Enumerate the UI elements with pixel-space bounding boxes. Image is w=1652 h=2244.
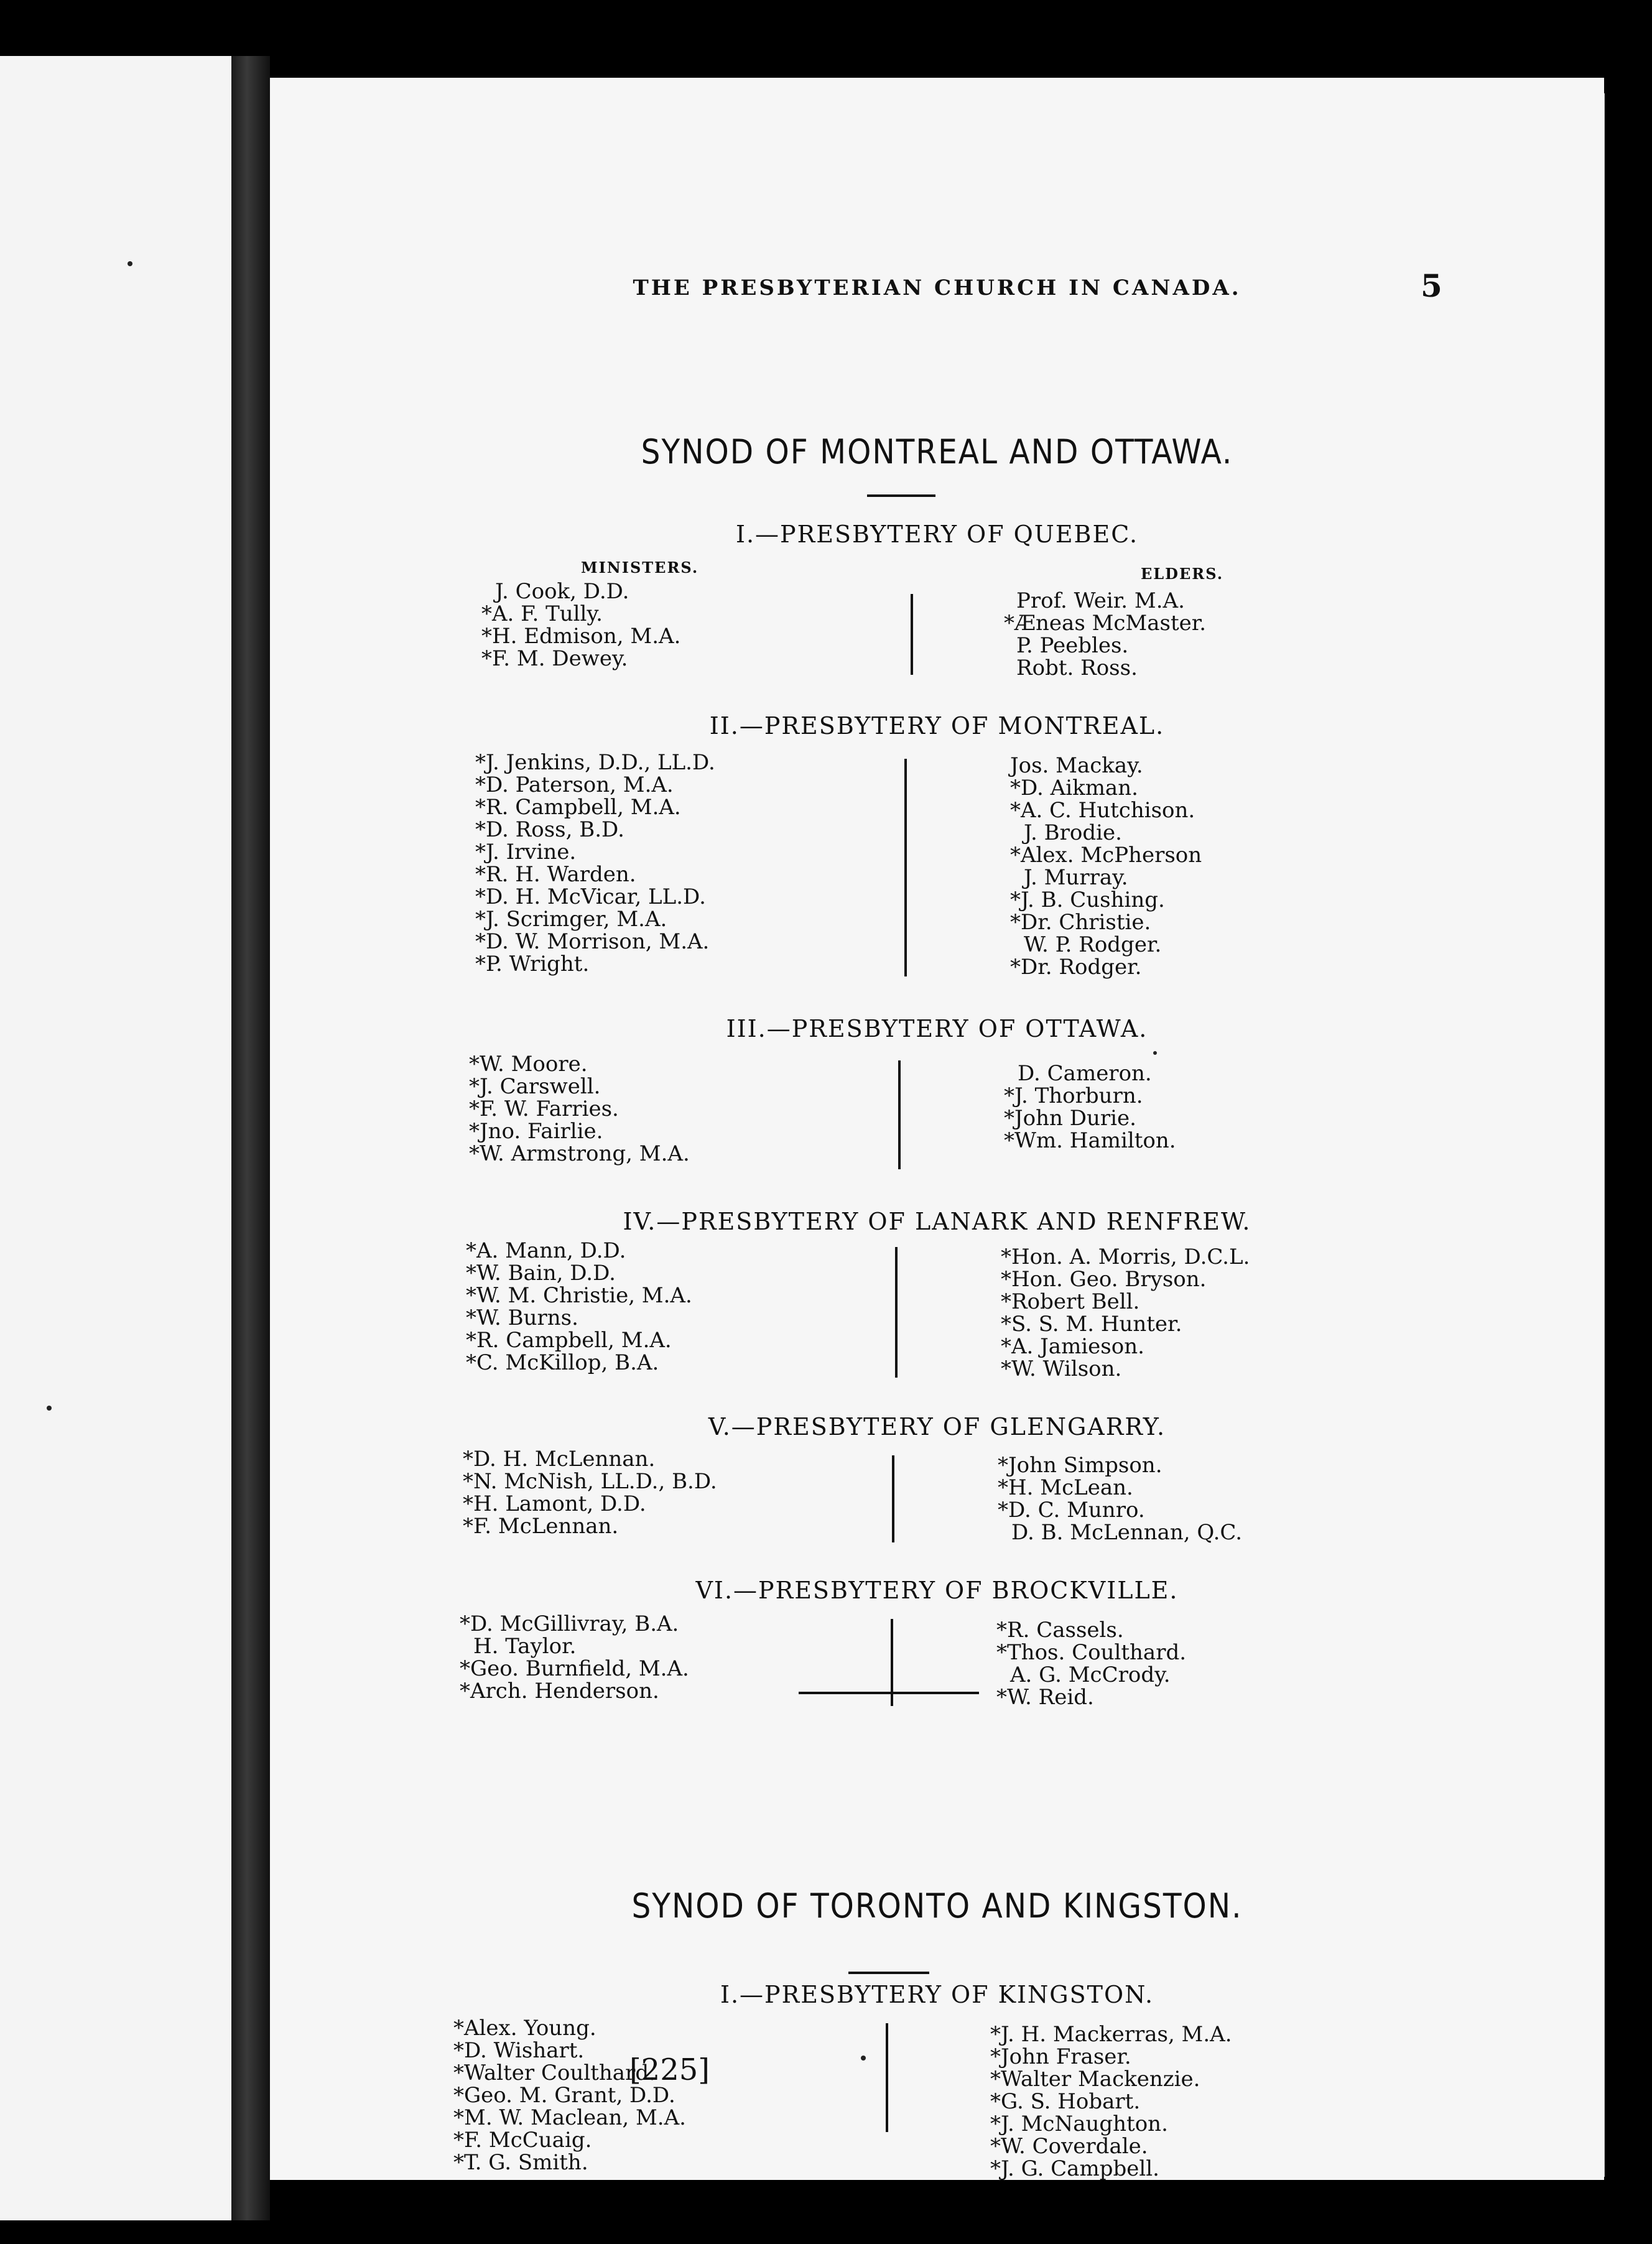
- elder-name: *Wm. Hamilton.: [1004, 1128, 1176, 1153]
- divider-rule: [848, 1972, 929, 1974]
- elder-name: *J. Thorburn.: [1004, 1083, 1143, 1108]
- minister-name: *Jno. Fairlie.: [469, 1119, 603, 1144]
- book-gutter: [231, 56, 270, 2220]
- folio: [225]: [629, 2052, 710, 2087]
- elder-name: *W. Coverdale.: [990, 2134, 1148, 2159]
- column-divider: [911, 594, 913, 675]
- elder-name: *Hon. A. Morris, D.C.L.: [1001, 1245, 1250, 1269]
- elder-name: *Robert Bell.: [1001, 1289, 1140, 1314]
- elders-list: [996, 1619, 1186, 1708]
- minister-name: *H. Edmison, M.A.: [481, 624, 681, 649]
- minister-name: *Geo. M. Grant, D.D.: [453, 2083, 675, 2108]
- minister-name: *A. Mann, D.D.: [466, 1238, 626, 1263]
- elder-name: *John Durie.: [1004, 1106, 1136, 1131]
- divider-rule: [867, 494, 935, 497]
- minister-name: *W. Bain, D.D.: [466, 1261, 616, 1286]
- minister-name: *R. Campbell, M.A.: [475, 795, 681, 820]
- elder-name: *J. McNaughton.: [990, 2112, 1168, 2136]
- column-divider: [892, 1455, 894, 1542]
- presbytery-title: II.—PRESBYTERY OF MONTREAL.: [709, 712, 1165, 740]
- ink-speck: [128, 261, 132, 266]
- elder-name: W. P. Rodger.: [1024, 932, 1162, 957]
- presbytery-title: VI.—PRESBYTERY OF BROCKVILLE.: [695, 1577, 1179, 1604]
- column-divider: [904, 759, 907, 976]
- minister-name: *F. W. Farries.: [469, 1096, 619, 1121]
- synod-title: SYNOD OF MONTREAL AND OTTAWA.: [641, 432, 1233, 471]
- ministers-heading: MINISTERS.: [581, 559, 699, 577]
- ministers-list: [463, 1448, 717, 1537]
- minister-name: *C. McKillop, B.A.: [466, 1350, 659, 1375]
- elders-list: [998, 1454, 1242, 1544]
- elder-name: *Dr. Rodger.: [1010, 955, 1142, 980]
- synod-title: SYNOD OF TORONTO AND KINGSTON.: [631, 1886, 1243, 1926]
- minister-name: H. Taylor.: [473, 1634, 577, 1659]
- minister-name: *M. W. Maclean, M.A.: [453, 2105, 686, 2130]
- minister-name: *T. G. Smith.: [453, 2150, 588, 2175]
- presbytery-title: I.—PRESBYTERY OF QUEBEC.: [735, 521, 1139, 548]
- column-divider: [895, 1247, 898, 1378]
- minister-name: *J. Carswell.: [469, 1074, 601, 1099]
- page-number: 5: [1421, 267, 1442, 304]
- minister-name: *F. McCuaig.: [453, 2128, 592, 2153]
- elder-name: Prof. Weir. M.A.: [1016, 588, 1185, 613]
- minister-name: *R. Campbell, M.A.: [466, 1328, 672, 1353]
- minister-name: *W. Burns.: [466, 1305, 578, 1330]
- elder-name: P. Peebles.: [1016, 633, 1129, 658]
- facing-page: [0, 56, 231, 2220]
- presbytery-title: III.—PRESBYTERY OF OTTAWA.: [726, 1015, 1148, 1042]
- elder-name: A. G. McCrody.: [1010, 1662, 1171, 1687]
- elder-name: D. B. McLennan, Q.C.: [1011, 1520, 1242, 1545]
- presbytery-title: I.—PRESBYTERY OF KINGSTON.: [720, 1981, 1154, 2008]
- elder-name: J. Murray.: [1024, 865, 1128, 890]
- minister-name: *W. M. Christie, M.A.: [466, 1283, 692, 1308]
- elder-name: *Æneas McMaster.: [1004, 611, 1207, 636]
- elder-name: *J. H. Mackerras, M.A.: [990, 2022, 1232, 2047]
- section-rule: [799, 1692, 979, 1694]
- elder-name: *H. McLean.: [998, 1475, 1133, 1500]
- column-divider: [898, 1060, 901, 1169]
- minister-name: *D. H. McLennan.: [463, 1447, 656, 1472]
- minister-name: *D. Wishart.: [453, 2038, 585, 2063]
- elder-name: *A. C. Hutchison.: [1010, 798, 1195, 823]
- minister-name: *D. Ross, B.D.: [475, 817, 624, 842]
- ministers-list: [453, 2017, 686, 2174]
- minister-name: *Walter Coulthard.: [453, 2061, 656, 2085]
- elder-name: *Alex. McPherson: [1010, 843, 1202, 868]
- ink-speck: [861, 2056, 866, 2061]
- minister-name: *Arch. Henderson.: [460, 1679, 659, 1704]
- elder-name: *G. S. Hobart.: [990, 2089, 1141, 2114]
- elder-name: *Thos. Coulthard.: [996, 1640, 1187, 1665]
- elder-name: *D. C. Munro.: [998, 1498, 1145, 1523]
- elder-name: *J. B. Cushing.: [1010, 888, 1165, 912]
- elders-list: [1004, 588, 1207, 680]
- minister-name: *D. W. Morrison, M.A.: [475, 929, 710, 954]
- ministers-list: [475, 751, 715, 975]
- ink-speck: [47, 1406, 52, 1411]
- elder-name: Robt. Ross.: [1016, 656, 1138, 680]
- document-page: [270, 78, 1604, 2180]
- minister-name: *N. McNish, LL.D., B.D.: [463, 1469, 717, 1494]
- minister-name: *W. Moore.: [469, 1052, 588, 1077]
- elders-heading: ELDERS.: [1141, 565, 1224, 583]
- elder-name: *D. Aikman.: [1010, 776, 1138, 800]
- elder-name: *A. Jamieson.: [1001, 1334, 1144, 1359]
- presbytery-title: V.—PRESBYTERY OF GLENGARRY.: [708, 1413, 1166, 1440]
- minister-name: *D. McGillivray, B.A.: [460, 1611, 679, 1636]
- minister-name: *J. Scrimger, M.A.: [475, 907, 667, 932]
- elder-name: *R. Cassels.: [996, 1618, 1124, 1643]
- elder-name: *J. G. Campbell.: [990, 2156, 1159, 2181]
- elder-name: *John Fraser.: [990, 2044, 1131, 2069]
- elders-list: [1001, 1246, 1250, 1380]
- elder-name: *John Simpson.: [998, 1453, 1162, 1478]
- ministers-list: [460, 1613, 689, 1702]
- elders-list: [1010, 754, 1202, 978]
- minister-name: *D. H. McVicar, LL.D.: [475, 884, 706, 909]
- minister-name: *J. Irvine.: [475, 840, 577, 865]
- elder-name: D. Cameron.: [1018, 1061, 1152, 1086]
- presbytery-title: IV.—PRESBYTERY OF LANARK AND RENFREW.: [623, 1208, 1251, 1235]
- minister-name: *D. Paterson, M.A.: [475, 772, 674, 797]
- ministers-list: [481, 580, 680, 670]
- elder-name: Jos. Mackay.: [1010, 753, 1143, 778]
- minister-name: *F. McLennan.: [463, 1514, 619, 1539]
- minister-name: J. Cook, D.D.: [495, 579, 629, 604]
- ink-speck: [1153, 1051, 1157, 1055]
- minister-name: *Alex. Young.: [453, 2016, 596, 2041]
- minister-name: *W. Armstrong, M.A.: [469, 1141, 690, 1166]
- minister-name: *J. Jenkins, D.D., LL.D.: [475, 750, 715, 775]
- minister-name: *A. F. Tully.: [481, 601, 603, 626]
- elder-name: *Hon. Geo. Bryson.: [1001, 1267, 1207, 1292]
- minister-name: *Geo. Burnfield, M.A.: [460, 1656, 689, 1681]
- elder-name: *W. Wilson.: [1001, 1356, 1122, 1381]
- ministers-list: [466, 1240, 692, 1374]
- elder-name: *Dr. Christie.: [1010, 910, 1151, 935]
- elder-name: J. Brodie.: [1024, 820, 1122, 845]
- elder-name: *S. S. M. Hunter.: [1001, 1312, 1182, 1337]
- elders-list: [990, 2023, 1232, 2180]
- minister-name: *R. H. Warden.: [475, 862, 636, 887]
- elder-name: *W. Reid.: [996, 1685, 1094, 1710]
- minister-name: *P. Wright.: [475, 952, 590, 976]
- elder-name: *Walter Mackenzie.: [990, 2067, 1200, 2092]
- ministers-list: [469, 1053, 690, 1165]
- minister-name: *F. M. Dewey.: [481, 646, 628, 671]
- running-head: THE PRESBYTERIAN CHURCH IN CANADA.: [633, 276, 1241, 300]
- minister-name: *H. Lamont, D.D.: [463, 1491, 646, 1516]
- elders-list: [1004, 1062, 1176, 1152]
